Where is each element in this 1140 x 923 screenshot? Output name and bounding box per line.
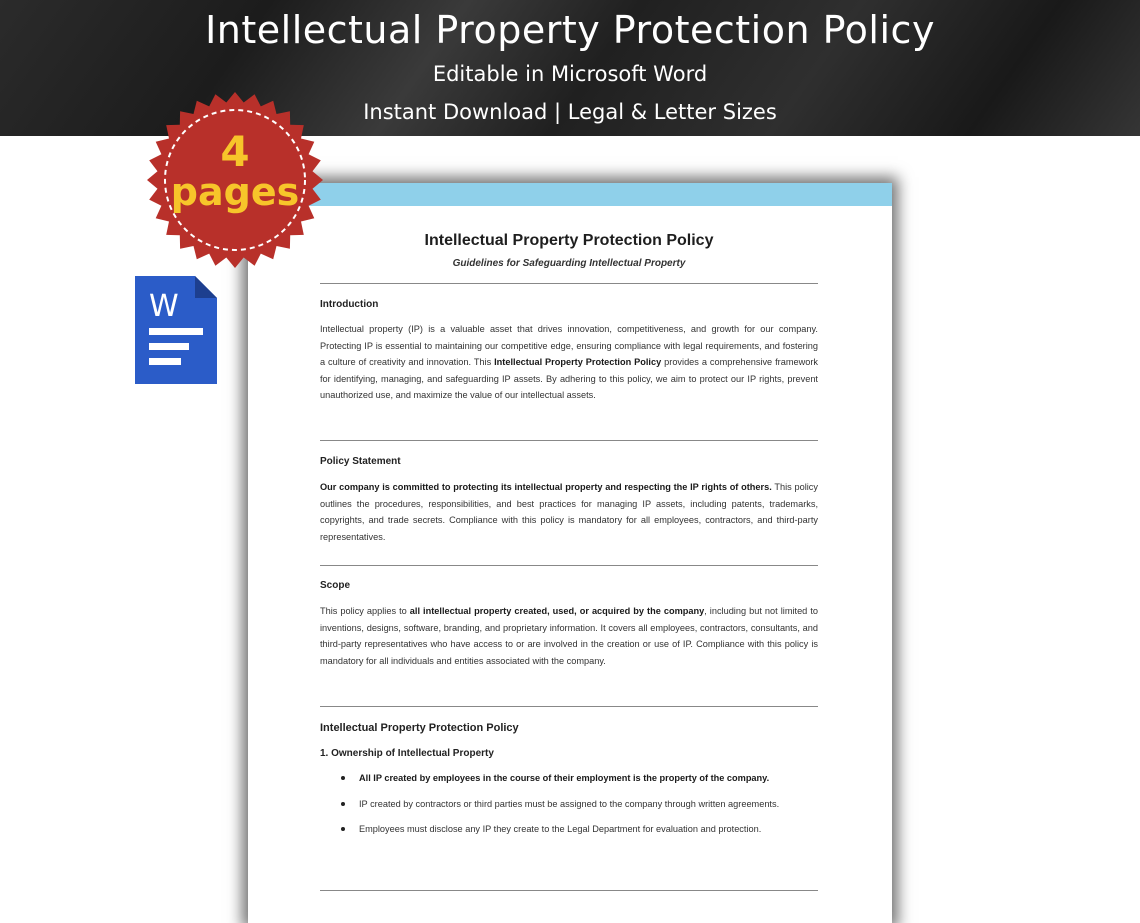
scope-paragraph [320, 603, 818, 669]
banner-subtitle-editable: Editable in Microsoft Word [432, 62, 708, 86]
introduction-policy-name: Intellectual Property Protection Policy [494, 357, 662, 368]
bullet-text: All IP created by employees in the course of their employment is the property of the company. [359, 773, 770, 783]
page-top-band [248, 183, 892, 206]
document-subtitle: Guidelines for Safeguarding Intellectual Property [452, 258, 686, 269]
list-item [320, 770, 789, 787]
introduction-text: Intellectual property (IP) is a valuable asset that drives innovation, competitiveness, and growth for our company. Protecting IP is essential to maintaining our competitive edge, ensuring compliance with legal requirements, and fostering a culture of creativity and innovation. This [320, 324, 818, 368]
subheading-ownership: 1. Ownership of Intellectual Property [320, 748, 494, 759]
section-heading-introduction: Introduction [320, 299, 379, 310]
bullet-icon [341, 802, 345, 806]
ownership-bullet-list [320, 770, 818, 838]
section-heading-protection-policy: Intellectual Property Protection Policy [320, 722, 519, 734]
bullet-text: IP created by contractors or third parties must be assigned to the company through written agreements. [359, 798, 780, 809]
page-count-badge [145, 90, 325, 270]
word-letter: W [149, 289, 179, 324]
section-heading-policy-statement: Policy Statement [320, 456, 401, 467]
badge-label: pages [170, 170, 300, 214]
badge-number: 4 [220, 127, 250, 176]
divider [320, 440, 818, 441]
banner-title: Intellectual Property Protection Policy [205, 8, 935, 52]
scope-bold: all intellectual property created, used, or acquired by the company [409, 606, 705, 616]
section-heading-scope: Scope [320, 580, 351, 591]
scope-text-start: This policy applies to [320, 606, 410, 616]
microsoft-word-icon [135, 276, 217, 384]
divider [320, 283, 818, 284]
divider [320, 890, 818, 891]
document-title: Intellectual Property Protection Policy [424, 232, 714, 249]
policy-statement-bold: Our company is committed to protecting its intellectual property and respecting the IP rights of others. [320, 482, 772, 492]
list-item [320, 796, 789, 813]
introduction-text-rest: provides a comprehensive framework for identifying, managing, and safeguarding IP assets. By adhering to this policy, we aim to protect our IP rights, prevent unauthorized use, and maximize the value of our intellectual assets. [320, 357, 818, 401]
policy-statement-paragraph [320, 479, 818, 545]
bullet-icon [341, 827, 345, 831]
scope-text-rest: , including but not limited to inventions, designs, software, branding, and proprietary information. It covers all employees, contractors, consultants, and third-party representatives who have access to or are involved in the creation or use of IP. Compliance with this policy is mandatory for all individuals and entities associated with the company. [320, 606, 818, 666]
list-item [320, 821, 789, 838]
policy-statement-text: This policy outlines the procedures, responsibilities, and best practices for managing IP assets, including patents, trademarks, copyrights, and trade secrets. Compliance with this policy is mandatory for all employees, contractors, and third-party representatives. [320, 482, 818, 542]
banner-subtitle-download: Instant Download | Legal & Letter Sizes [363, 100, 777, 124]
bullet-icon [341, 776, 345, 780]
divider [320, 565, 818, 566]
divider [320, 706, 818, 707]
introduction-paragraph [320, 321, 818, 404]
bullet-text: Employees must disclose any IP they create to the Legal Department for evaluation and protection. [359, 824, 762, 835]
